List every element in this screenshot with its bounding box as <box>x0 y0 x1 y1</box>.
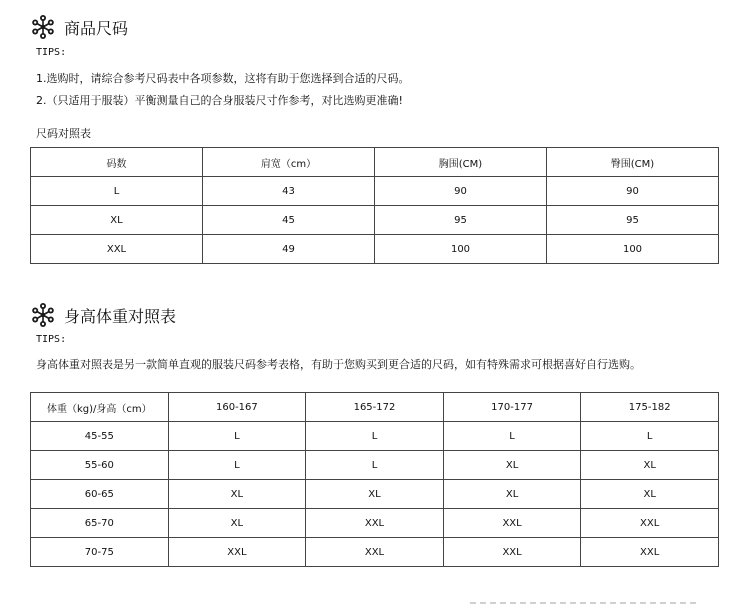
table-cell: 45 <box>203 206 375 235</box>
table-cell: XL <box>31 206 203 235</box>
snowflake-icon <box>30 14 56 40</box>
header-cell: 165-172 <box>306 393 444 422</box>
tip-line-2: 2.（只适用于服装）平衡测量自己的合身服装尺寸作参考，对比选购更准确! <box>36 94 403 107</box>
table-cell: 49 <box>203 235 375 264</box>
table-cell: XXL <box>581 538 719 567</box>
table-cell: XXL <box>168 538 306 567</box>
header-cell: 体重（kg)/身高（cm） <box>31 393 169 422</box>
tips-label: TIPS: <box>36 334 67 345</box>
header-cell: 码数 <box>31 148 203 177</box>
table-header-row <box>31 393 719 422</box>
table-cell: XL <box>306 480 444 509</box>
table-cell: 60-65 <box>31 480 169 509</box>
section-header-height-weight <box>30 300 176 330</box>
table-cell: 55-60 <box>31 451 169 480</box>
header-cell: 175-182 <box>581 393 719 422</box>
header-cell: 170-177 <box>443 393 581 422</box>
header-cell: 胸围(CM) <box>375 148 547 177</box>
table-row <box>31 509 719 538</box>
table-cell: L <box>168 422 306 451</box>
table-cell: L <box>581 422 719 451</box>
size-table <box>30 147 719 264</box>
header-cell: 肩宽（cm） <box>203 148 375 177</box>
table-cell: L <box>306 451 444 480</box>
table-row <box>31 480 719 509</box>
table-cell: XL <box>168 480 306 509</box>
table-cell: XL <box>443 451 581 480</box>
height-weight-table <box>30 392 719 567</box>
tips-label: TIPS: <box>36 47 67 58</box>
table-row <box>31 451 719 480</box>
section-title: 商品尺码 <box>64 18 129 38</box>
table-cell: XL <box>168 509 306 538</box>
table-caption: 尺码对照表 <box>36 127 91 140</box>
table-cell: XL <box>581 480 719 509</box>
table-cell: XL <box>443 480 581 509</box>
section-title: 身高体重对照表 <box>64 306 177 326</box>
tip-line-1: 身高体重对照表是另一款简单直观的服装尺码参考表格，有助于您购买到更合适的尺码，如有特殊需求可根据喜好自行选购。 <box>36 358 641 371</box>
snowflake-icon <box>30 302 56 328</box>
table-cell: XXL <box>306 538 444 567</box>
table-cell: 65-70 <box>31 509 169 538</box>
table-cell: 100 <box>375 235 547 264</box>
table-cell: L <box>306 422 444 451</box>
divider <box>470 602 700 604</box>
table-cell: 100 <box>547 235 719 264</box>
table-cell: 90 <box>547 177 719 206</box>
table-cell: L <box>31 177 203 206</box>
section-header-size <box>30 12 128 42</box>
header-cell: 臀围(CM) <box>547 148 719 177</box>
table-header-row <box>31 148 719 177</box>
table-cell: 95 <box>547 206 719 235</box>
table-cell: 45-55 <box>31 422 169 451</box>
table-cell: 95 <box>375 206 547 235</box>
table-row <box>31 206 719 235</box>
table-cell: L <box>168 451 306 480</box>
table-cell: XXL <box>443 538 581 567</box>
table-cell: XXL <box>443 509 581 538</box>
table-cell: XXL <box>581 509 719 538</box>
table-cell: L <box>443 422 581 451</box>
table-cell: 90 <box>375 177 547 206</box>
tip-line-1: 1.选购时，请综合参考尺码表中各项参数，这将有助于您选择到合适的尺码。 <box>36 72 410 85</box>
table-row <box>31 177 719 206</box>
table-cell: XXL <box>306 509 444 538</box>
table-row <box>31 422 719 451</box>
table-row <box>31 235 719 264</box>
header-cell: 160-167 <box>168 393 306 422</box>
table-cell: 43 <box>203 177 375 206</box>
table-cell: XL <box>581 451 719 480</box>
table-row <box>31 538 719 567</box>
table-cell: 70-75 <box>31 538 169 567</box>
table-cell: XXL <box>31 235 203 264</box>
